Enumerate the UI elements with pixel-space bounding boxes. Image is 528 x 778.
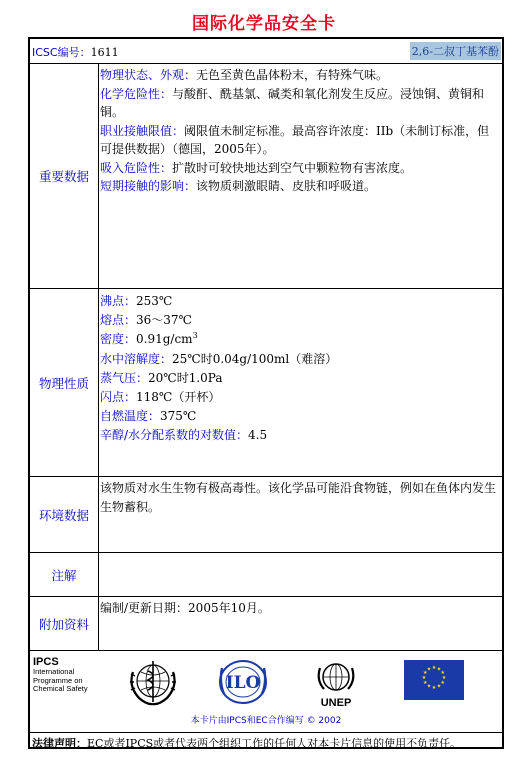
- ipcs-logo: [33, 656, 88, 694]
- ilo-emblem-icon: [216, 658, 270, 708]
- inhalation-hazard: [100, 159, 500, 178]
- short-term-effects: [100, 177, 500, 196]
- section-physical-properties: [30, 289, 502, 477]
- flash-point-value: 118℃（开杯）: [136, 390, 221, 405]
- short-term-value: 该物质刺激眼睛、皮肤和呼吸道。: [196, 179, 377, 193]
- short-term-label: 短期接触的影响：: [100, 179, 197, 193]
- page-title: 国际化学品安全卡: [192, 14, 336, 34]
- svg-text:★: ★: [431, 665, 437, 671]
- inhalation-value: 扩散时可较快地达到空气中颗粒物有害浓度。: [172, 160, 413, 175]
- unep-emblem-icon: [308, 658, 364, 712]
- chemical-hazard-label: 化学危险性：: [100, 86, 173, 101]
- water-solubility-value: 25℃时0.04g/100ml（难溶）: [172, 351, 338, 366]
- svg-text:★: ★: [421, 675, 427, 681]
- melting-point-value: 36～37℃: [136, 313, 192, 328]
- exposure-limit-value: 阈限值未制定标准。最高容许浓度：IIb（未制订标准，但可提供数据）（德国，2005年）。: [100, 123, 490, 156]
- flash-point: [100, 388, 500, 407]
- density-exponent: 3: [192, 331, 198, 341]
- water-solubility-label: 水中溶解度：: [100, 351, 173, 366]
- physical-state: [100, 66, 500, 85]
- vapor-pressure-label: 蒸气压：: [100, 370, 149, 385]
- svg-text:★: ★: [441, 675, 447, 681]
- section-notes: [30, 553, 502, 597]
- log-kow-value: 4.5: [248, 428, 268, 443]
- card-header-row: [30, 39, 502, 64]
- icsc-label: ICSC编号：: [32, 46, 91, 59]
- section-heading-notes: 注解: [30, 553, 99, 596]
- svg-text:★: ★: [440, 670, 445, 676]
- section-environment: [30, 477, 502, 553]
- chemical-hazard-value: 与酸酐、酰基氯、碱类和氧化剂发生反应。浸蚀铜、黄铜和铜。: [100, 86, 485, 119]
- ipcs-line-3: Chemical Safety: [33, 684, 88, 693]
- log-kow-label: 辛醇/水分配系数的对数值：: [100, 428, 249, 443]
- density: [100, 330, 500, 349]
- exposure-limit-label: 职业接触限值：: [100, 123, 185, 138]
- icsc-value: 1611: [90, 46, 119, 59]
- svg-text:★: ★: [426, 683, 432, 690]
- disclaimer-text: EC或者IPCS或者代表两个组织工作的任何人对本卡片信息的使用不负责任。: [87, 737, 462, 750]
- svg-text:★: ★: [436, 666, 442, 673]
- boiling-point-value: 253℃: [136, 294, 173, 308]
- card-credit: 本卡片由IPCS和EC合作编写 © 2002: [190, 716, 342, 726]
- section-body-physical: [98, 289, 502, 476]
- chemical-name[interactable]: 2,6-二叔丁基苯酚: [410, 42, 501, 60]
- svg-text:★: ★: [423, 670, 428, 676]
- safety-card: [28, 37, 504, 749]
- autoignition-temperature: [100, 407, 500, 426]
- inhalation-label: 吸入危险性：: [100, 160, 173, 175]
- physical-state-label: 物理状态、外观：: [100, 68, 197, 82]
- water-solubility: [100, 350, 500, 369]
- svg-text:★: ★: [423, 680, 428, 686]
- legal-disclaimer: [30, 733, 502, 753]
- unep-text: UNEP: [320, 697, 352, 709]
- svg-text:★: ★: [436, 683, 442, 690]
- ipcs-line-2: Programme on: [33, 675, 83, 685]
- melting-point-label: 熔点：: [100, 313, 137, 328]
- log-kow: [100, 426, 500, 445]
- density-label: 密度：: [100, 332, 137, 347]
- physical-state-value: 无色至黄色晶体粉末，有特殊气味。: [196, 68, 389, 82]
- section-important-data: [30, 64, 502, 289]
- svg-text:★: ★: [426, 666, 432, 673]
- svg-text:★: ★: [440, 680, 445, 686]
- section-heading-environment: 环境数据: [30, 477, 99, 552]
- chemical-hazard: [100, 85, 500, 122]
- density-value: 0.91g/cm: [136, 332, 193, 347]
- ipcs-line-1: International: [33, 667, 75, 676]
- icsc-number: [32, 44, 119, 60]
- boiling-point-label: 沸点：: [100, 294, 137, 308]
- eu-flag-icon: [404, 660, 464, 700]
- autoignition-value: 375℃: [160, 409, 197, 424]
- ilo-emblem-text: ILO: [225, 673, 261, 693]
- section-heading-physical: 物理性质: [30, 289, 99, 476]
- svg-text:★: ★: [431, 685, 437, 691]
- section-additional-info: [30, 597, 502, 651]
- melting-point: [100, 311, 500, 330]
- autoignition-label: 自燃温度：: [100, 409, 161, 424]
- exposure-limit: [100, 122, 500, 159]
- section-body-important: [98, 64, 502, 288]
- logos-row: [30, 651, 502, 733]
- section-heading-important: 重要数据: [30, 64, 99, 288]
- flash-point-label: 闪点：: [100, 390, 137, 405]
- section-body-notes: [98, 553, 502, 596]
- vapor-pressure-value: 20℃时1.0Pa: [148, 370, 223, 385]
- vapor-pressure: [100, 369, 500, 388]
- who-emblem-icon: [127, 658, 179, 708]
- boiling-point: [100, 292, 500, 311]
- section-heading-additional: 附加资料: [30, 597, 99, 650]
- ipcs-title: IPCS: [33, 656, 59, 668]
- section-body-additional: 编制/更新日期：2005年10月。: [100, 601, 270, 615]
- disclaimer-label: 法律声明：: [32, 737, 87, 750]
- section-body-environment: 该物质对水生生物有极高毒性。该化学品可能沿食物链，例如在鱼体内发生生物蓄积。: [100, 481, 497, 514]
